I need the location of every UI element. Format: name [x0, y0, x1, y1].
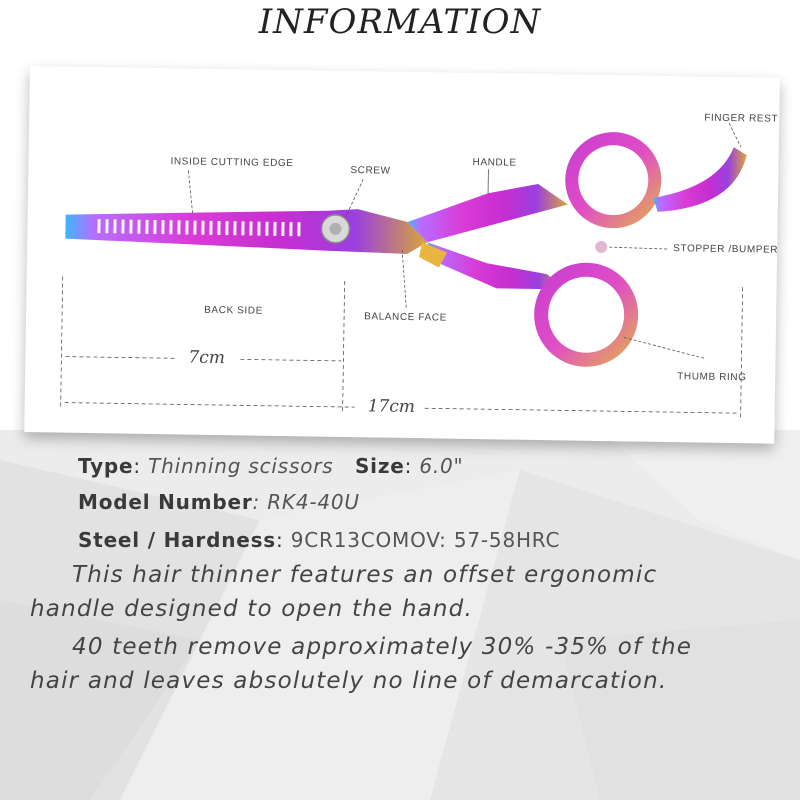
label-back-side: BACK SIDE	[204, 304, 264, 317]
label-inside-cutting-edge: INSIDE CUTTING EDGE	[170, 156, 294, 170]
spec-steel-row	[78, 528, 560, 552]
spec-size-sep: :	[404, 454, 420, 478]
scissors-diagram-card	[24, 66, 780, 444]
spec-model-value: : RK4-40U	[252, 490, 360, 514]
spec-steel-sep: :	[276, 528, 291, 552]
spec-steel-value: 9CR13COMOV: 57-58HRC	[290, 528, 561, 552]
spec-steel-label: Steel / Hardness	[78, 528, 277, 552]
page-title: INFORMATION	[258, 2, 542, 42]
description-line-1: This hair thinner features an offset ergonomic	[72, 562, 658, 588]
label-handle: HANDLE	[472, 156, 517, 169]
description-line-2: handle designed to open the hand.	[30, 596, 473, 622]
dimension-blade-length: 7cm	[185, 347, 228, 368]
spec-type-size-row	[78, 454, 464, 478]
spec-size-label: Size	[354, 454, 405, 478]
spec-type-value: Thinning scissors	[148, 454, 334, 478]
description-line-4: hair and leaves absolutely no line of demarcation.	[30, 668, 668, 694]
description-line-3: 40 teeth remove approximately 30% -35% of the	[72, 634, 693, 660]
spec-size-value: 6.0"	[419, 454, 464, 478]
label-thumb-ring: THUMB RING	[677, 371, 747, 384]
spec-type-sep: :	[133, 454, 149, 478]
label-balance-face: BALANCE FACE	[364, 311, 447, 324]
label-finger-rest: FINGER REST	[704, 112, 779, 125]
dimension-total-length: 17cm	[365, 396, 419, 417]
spec-type-label: Type	[78, 454, 134, 478]
label-stopper-bumper: STOPPER /BUMPER	[673, 243, 779, 256]
scissors-diagram	[24, 66, 780, 444]
label-screw: SCREW	[350, 165, 391, 177]
spec-model-label: Model Number	[78, 490, 253, 514]
spec-model-row	[78, 490, 360, 514]
